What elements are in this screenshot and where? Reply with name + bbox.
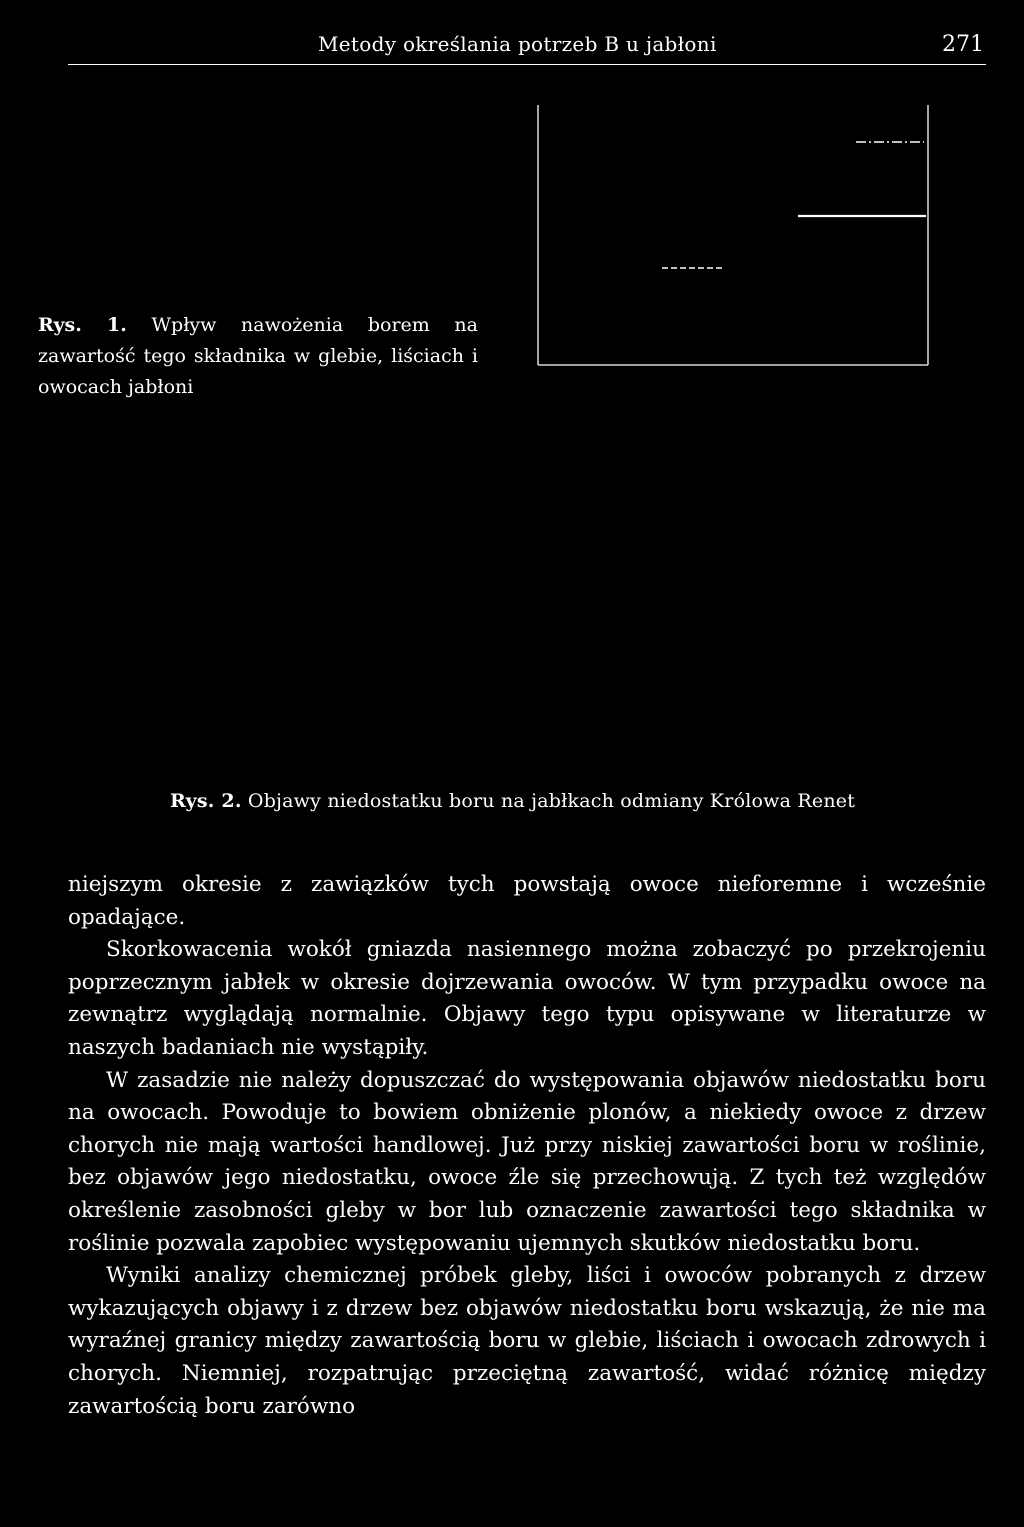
body-text [68, 869, 986, 1423]
figure-1-label: Rys. 1. [38, 314, 127, 336]
figure-1-caption-text: Wpływ nawożenia borem na zawartość tego składnika w glebie, liściach i owocach jabłoni [38, 314, 478, 398]
figure-2-caption [170, 790, 855, 812]
figure-1-chart [536, 100, 931, 368]
figure-2-label: Rys. 2. [170, 790, 242, 812]
paragraph: Skorkowacenia wokół gniazda nasiennego można zobaczyć po przekrojeniu poprzecznym jabłek w okresie dojrzewania owoców. W tym przypadku owoce na zewnątrz wyglądają normalnie. Objawy tego typu opisywane w literaturze w naszych badaniach nie wystąpiły. [68, 937, 986, 1060]
paragraph: W zasadzie nie należy dopuszczać do występowania objawów niedostatku boru na owocach. Powoduje to bowiem obniżenie plonów, a niekiedy owoce z drzew chorych nie mają wartości handlowej. Już przy niskiej zawartości boru w roślinie, bez objawów jego niedostatku, owoce źle się przechowują. Z tych też względów określenie zasobności gleby w bor lub oznaczenie zawartości tego składnika w roślinie pozwala zapobiec występowaniu ujemnych skutków niedostatku boru. [68, 1067, 986, 1256]
paragraph-continued: niejszym okresie z zawiązków tych powstają owoce nieforemne i wcześnie opadające. [68, 872, 986, 930]
paragraph: Wyniki analizy chemicznej próbek gleby, liści i owoców pobranych z drzew wykazujących objawy i z drzew bez objawów niedostatku boru wskazują, że nie ma wyraźnej granicy między zawartością boru w glebie, liściach i owocach zdrowych i chorych. Niemniej, rozpatrując przeciętną zawartość, widać różnicę między zawartością boru zarówno [68, 1263, 986, 1419]
figure-2-caption-text: Objawy niedostatku boru na jabłkach odmiany Królowa Renet [247, 790, 856, 812]
running-title: Metody określania potrzeb B u jabłoni [318, 32, 717, 56]
figure-1-caption [38, 310, 478, 403]
page-header [68, 30, 986, 65]
page-number: 271 [942, 32, 984, 57]
